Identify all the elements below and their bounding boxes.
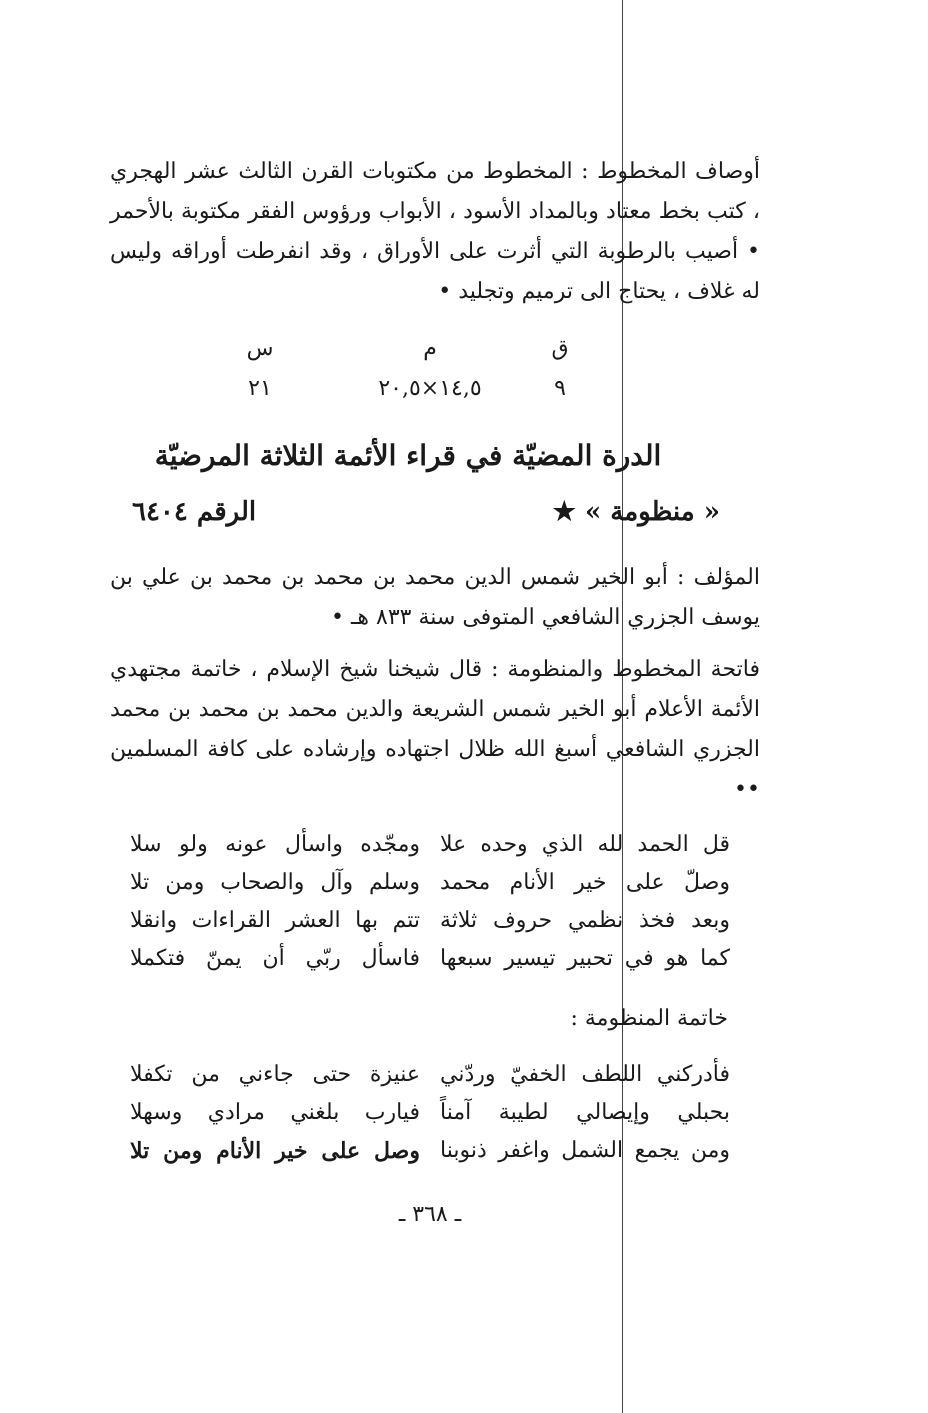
verse-line (130, 1132, 730, 1170)
author-paragraph (110, 558, 760, 638)
work-genre: « منظومة » ★ (552, 497, 720, 527)
measure-value-size: ١٤,٥×٢٠,٥ (378, 376, 482, 401)
verse-second-hemistich: فاسأل ربّي أن يمنّ فتكملا (130, 946, 420, 971)
verse-first-hemistich: فأدركني اللطف الخفيّ وردّني (440, 1062, 730, 1087)
verse-line (130, 864, 730, 902)
measure-value-lines: ٢١ (248, 376, 272, 401)
verse-first-hemistich: بحبلي وإيصالي لطيبة آمناً (440, 1100, 730, 1125)
work-title: الدرة المضيّة في قراء الأئمة الثلاثة المرضيّة (154, 439, 662, 472)
ending-label: خاتمة المنظومة : (570, 1006, 728, 1031)
opening-verses (130, 826, 730, 978)
measure-label-folios: ق (551, 336, 569, 361)
measurements-table (200, 336, 660, 416)
verse-first-hemistich: كما هو في تحبير تيسير سبعها (440, 946, 730, 971)
description-text: أوصاف المخطوط : المخطوط من مكتوبات القرن الثالث عشر الهجري ، كتب بخط معتاد وبالمداد الأسود ، الأبواب ورؤوس الفقر مكتوبة بالأحمر • أصيب بالرطوبة التي أثرت على الأوراق ، وقد انفرطت أوراقه وليس له غلاف ، يحتاج الى ترميم وتجليد • (110, 159, 760, 304)
verse-line (130, 940, 730, 978)
opening-text: فاتحة المخطوط والمنظومة : قال شيخنا شيخ الإسلام ، خاتمة مجتهدي الأئمة الأعلام أبو الخير شمس الشريعة والدين محمد بن محمد بن محمد الجزري الشافعي أسبغ الله ظلال اجتهاده وإرشاده على كافة المسلمين •• (110, 657, 760, 802)
verse-line (130, 826, 730, 864)
verse-first-hemistich: وبعد فخذ نظمي حروف ثلاثة (440, 908, 730, 933)
verse-second-hemistich: تتم بها العشر القراءات وانقلا (130, 908, 420, 933)
verse-first-hemistich: ومن يجمع الشمل واغفر ذنوبنا (440, 1138, 730, 1163)
manuscript-description (110, 152, 760, 312)
verse-second-hemistich: عنيزة حتى جاءني من تكفلا (130, 1062, 420, 1087)
measure-value-folios: ٩ (554, 376, 566, 401)
author-text: المؤلف : أبو الخير شمس الدين محمد بن محمد بن محمد بن علي بن يوسف الجزري الشافعي المتوفى سنة ٨٣٣ هـ • (110, 565, 760, 630)
verse-second-hemistich: وصل على خير الأنام ومن تلا (130, 1138, 420, 1164)
verse-line (130, 1056, 730, 1094)
verse-line (130, 1094, 730, 1132)
verse-second-hemistich: ومجّده واسأل عونه ولو سلا (130, 832, 420, 857)
work-subline (120, 492, 720, 532)
verse-first-hemistich: قل الحمد لله الذي وحده علا (440, 832, 730, 857)
ending-verses (130, 1056, 730, 1170)
measure-label-size: م (423, 336, 437, 361)
page-number: ـ ٣٦٨ ـ (398, 1202, 462, 1227)
measure-label-lines: س (246, 336, 274, 361)
catalog-number: الرقم ٦٤٠٤ (132, 497, 257, 527)
verse-second-hemistich: وسلم وآل والصحاب ومن تلا (130, 870, 420, 895)
opening-paragraph (110, 650, 760, 810)
verse-second-hemistich: فيارب بلغني مرادي وسهلا (130, 1100, 420, 1125)
verse-first-hemistich: وصلّ على خير الأنام محمد (440, 870, 730, 895)
verse-line (130, 902, 730, 940)
